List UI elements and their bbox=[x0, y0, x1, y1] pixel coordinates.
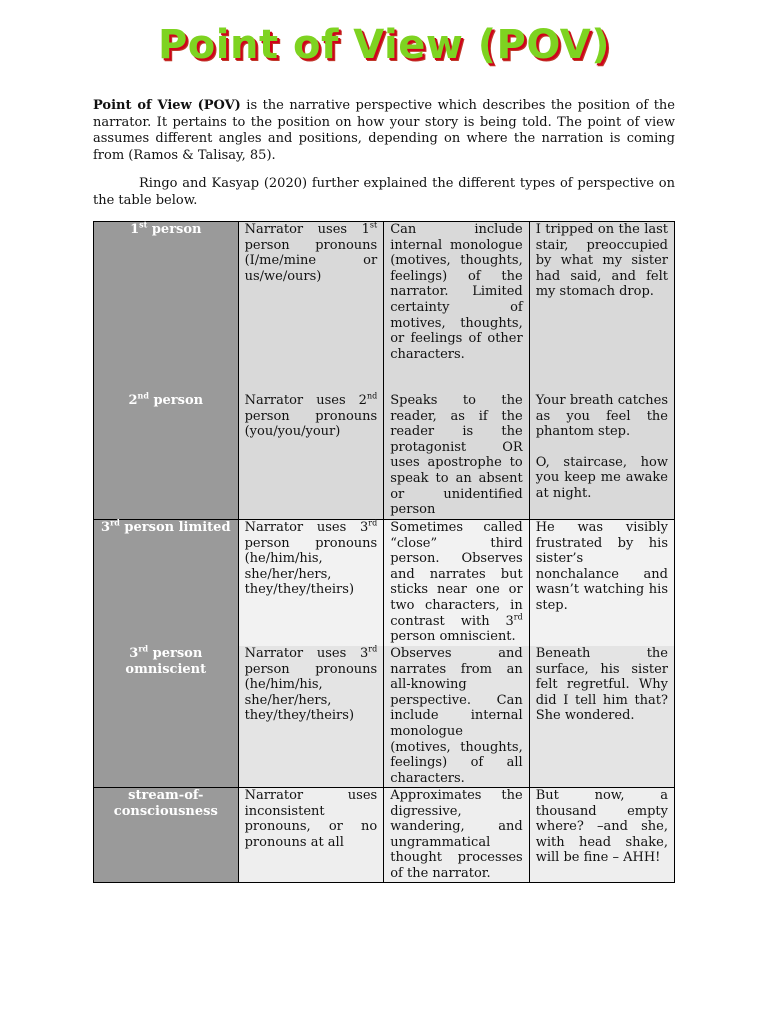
example-cell: Beneath the surface, his sister felt regretful. Why did I tell him that? She wondered. bbox=[529, 646, 674, 788]
pov-term: Point of View (POV) bbox=[93, 98, 241, 113]
type-label: person bbox=[147, 222, 202, 237]
description-cell: Speaks to the reader, as if the reader is the protagonist OR uses apostrophe to speak to an absent or unidentified person bbox=[384, 393, 530, 520]
pronoun-text: Narrator uses 2 bbox=[244, 393, 367, 408]
type-ordinal: rd bbox=[110, 517, 120, 528]
pronoun-text: Narrator uses 3 bbox=[244, 646, 369, 661]
pov-table bbox=[93, 221, 675, 883]
type-ordinal: rd bbox=[138, 643, 149, 654]
type-cell bbox=[94, 390, 239, 520]
pronoun-cell bbox=[238, 646, 384, 788]
description-cell: Approximates the digressive, wandering, and ungrammatical thought processes of the narrator. bbox=[384, 788, 530, 883]
example-cell: I tripped on the last stair, preoccupied by what my sister had said, and felt my stomach drop. bbox=[529, 222, 674, 394]
pronoun-cell bbox=[238, 520, 384, 647]
example-text: Your breath catches as you feel the phantom step. bbox=[535, 393, 668, 440]
description-cell bbox=[384, 520, 530, 647]
page-title: Point of View (POV) bbox=[157, 22, 611, 68]
description-text-rest: person omniscient. bbox=[390, 629, 516, 645]
table-row-third-omniscient bbox=[94, 646, 675, 788]
type-number: 3 bbox=[101, 520, 111, 535]
description-cell: Observes and narrates from an all-knowing perspective. Can include internal monologue (motives, thoughts, feelings) of all characters. bbox=[384, 646, 530, 788]
table-row-first-person bbox=[94, 222, 675, 394]
table-row-stream-of-consciousness bbox=[94, 788, 675, 883]
second-paragraph: Ringo and Kasyap (2020) further explained the different types of perspective on the table below. bbox=[93, 176, 675, 208]
type-label: person limited bbox=[119, 520, 231, 535]
pronoun-cell bbox=[238, 222, 384, 394]
pronoun-ordinal: nd bbox=[366, 391, 378, 401]
example-cell: He was visibly frustrated by his sister’s nonchalance and wasn’t watching his step. bbox=[529, 520, 674, 647]
type-number: 3 bbox=[129, 646, 139, 661]
example-cell bbox=[529, 393, 674, 520]
pronoun-text-rest: person pronouns (you/you/your) bbox=[244, 408, 378, 440]
type-cell bbox=[94, 219, 239, 394]
description-text: Sometimes called “close” third person. Observes and narrates but sticks near one or two characters, in contrast with 3 bbox=[390, 520, 523, 629]
type-label: person bbox=[148, 393, 204, 408]
pronoun-text-rest: person pronouns (he/him/his, she/her/hers, they/they/theirs) bbox=[244, 535, 378, 598]
pronoun-text: Narrator uses 3 bbox=[244, 520, 369, 535]
type-ordinal: nd bbox=[137, 390, 149, 401]
table-row-second-person bbox=[94, 393, 675, 520]
type-label: person omniscient bbox=[125, 646, 207, 677]
pronoun-cell bbox=[238, 393, 384, 520]
table-row-third-limited bbox=[94, 520, 675, 647]
pronoun-cell: Narrator uses inconsistent pronouns, or no pronouns at all bbox=[238, 788, 384, 883]
pronoun-text-rest: person pronouns (he/him/his, she/her/hers, they/they/theirs) bbox=[244, 661, 378, 724]
type-cell bbox=[94, 517, 239, 647]
type-cell bbox=[94, 643, 239, 788]
pronoun-text-rest: person pronouns (I/me/mine or us/we/ours) bbox=[244, 237, 378, 284]
type-ordinal: st bbox=[139, 219, 148, 230]
description-cell: Can include internal monologue (motives, thoughts, feelings) of the narrator. Limited certainty of motives, thoughts, or feelings of other characters. bbox=[384, 222, 530, 394]
type-number: 1 bbox=[130, 222, 140, 237]
intro-paragraph bbox=[93, 98, 675, 164]
pronoun-ordinal: st bbox=[369, 220, 378, 230]
pronoun-text: Narrator uses 1 bbox=[244, 222, 370, 237]
example-cell: But now, a thousand empty where? –and she, with head shake, will be fine – AHH! bbox=[529, 788, 674, 883]
pronoun-ordinal: rd bbox=[368, 644, 378, 654]
type-cell: stream-of-consciousness bbox=[94, 788, 239, 883]
type-number: 2 bbox=[128, 393, 138, 408]
description-ordinal: rd bbox=[513, 612, 523, 622]
intro-text: is the narrative perspective which describes the position of the narrator. It pertains to the position on how your story is being told. The point of view assumes different angles and positions, depending on where the narration is coming from (Ramos & Talisay, 85). bbox=[93, 98, 675, 163]
pronoun-ordinal: rd bbox=[368, 518, 378, 528]
example-text-2: O, staircase, how you keep me awake at night. bbox=[535, 454, 668, 501]
